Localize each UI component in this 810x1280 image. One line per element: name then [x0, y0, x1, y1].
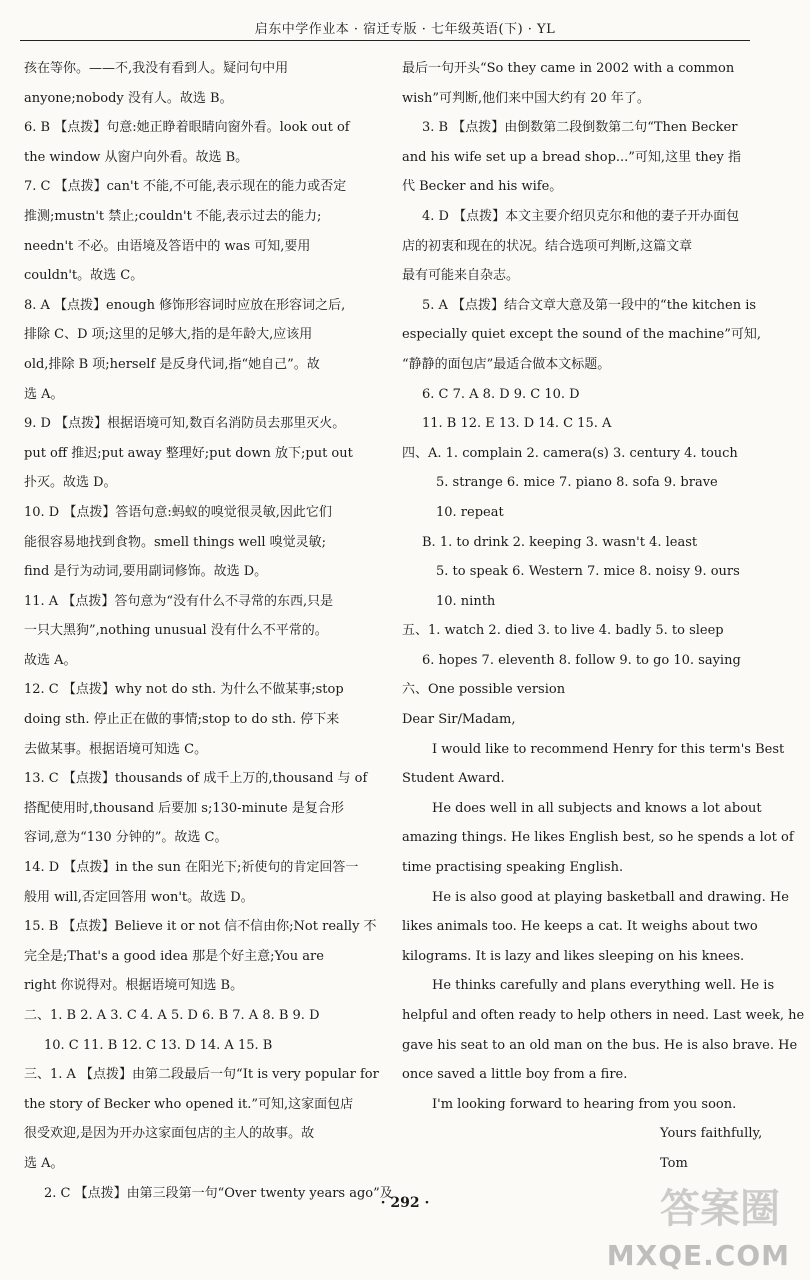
- answer-row: 5. to speak 6. Western 7. mice 8. noisy 9. ours: [436, 564, 740, 580]
- answer-row: 11. B 12. E 13. D 14. C 15. A: [422, 416, 612, 432]
- letter-line: helpful and often ready to help others in need. Last week, he: [402, 1008, 805, 1023]
- answer-line: 13. C 【点拨】thousands of 成千上万的,thousand 与 of: [24, 771, 368, 787]
- text-line: put off 推迟;put away 整理好;put down 放下;put out: [24, 445, 353, 461]
- answer-row: 10. repeat: [436, 504, 504, 520]
- text-line: 故选 A。: [24, 652, 77, 668]
- text-line: 般用 will,否定回答用 won't。故选 D。: [24, 889, 254, 905]
- text-line: 排除 C、D 项;这里的足够大,指的是年龄大,应该用: [24, 327, 313, 343]
- letter-line: I'm looking forward to hearing from you soon.: [432, 1096, 737, 1112]
- watermark-url: MXQE.COM: [606, 1239, 790, 1272]
- letter-salutation: Dear Sir/Madam,: [402, 712, 516, 728]
- text-line: 最后一句开头“So they came in 2002 with a common: [402, 61, 735, 76]
- section-answers: 四、A. 1. complain 2. camera(s) 3. century 4. touch: [402, 445, 738, 461]
- answer-row: 10. ninth: [436, 593, 496, 609]
- letter-closing: Yours faithfully,: [660, 1126, 763, 1142]
- letter-line: Student Award.: [402, 771, 505, 787]
- text-line: doing sth. 停止正在做的事情;stop to do sth. 停下来: [24, 712, 340, 728]
- answer-row: 5. strange 6. mice 7. piano 8. sofa 9. brave: [436, 475, 718, 491]
- letter-line: likes animals too. He keeps a cat. It weighs about two: [402, 919, 758, 935]
- text-line: needn't 不必。由语境及答语中的 was 可知,要用: [24, 238, 311, 254]
- text-line: old,排除 B 项;herself 是反身代词,指“她自己”。故: [24, 356, 320, 372]
- answer-row: B. 1. to drink 2. keeping 3. wasn't 4. least: [422, 534, 698, 550]
- letter-line: I would like to recommend Henry for this term's Best: [432, 741, 785, 757]
- text-line: right 你说得对。根据语境可知选 B。: [24, 978, 244, 994]
- answer-line: 14. D 【点拨】in the sun 在阳光下;祈使句的肯定回答一: [24, 860, 359, 876]
- answer-row: 6. C 7. A 8. D 9. C 10. D: [422, 386, 580, 402]
- letter-line: time practising speaking English.: [402, 860, 624, 876]
- header-rule: [20, 40, 750, 41]
- text-line: couldn't。故选 C。: [24, 268, 144, 284]
- text-line: 选 A。: [24, 1155, 64, 1171]
- letter-line: He thinks carefully and plans everything well. He is: [432, 978, 775, 994]
- text-line: 很受欢迎,是因为开办这家面包店的主人的故事。故: [24, 1126, 315, 1142]
- text-line: especially quiet except the sound of the machine”可知,: [402, 327, 761, 343]
- answer-line: 三、1. A 【点拨】由第二段最后一句“It is very popular for: [24, 1067, 379, 1083]
- letter-line: gave his seat to an old man on the bus. He is also brave. He: [402, 1037, 798, 1053]
- watermark-logo: 答案圈: [660, 1186, 780, 1232]
- text-line: 一只大黑狗”,nothing unusual 没有什么不平常的。: [24, 623, 328, 639]
- text-line: 容词,意为“130 分钟的”。故选 C。: [24, 830, 228, 846]
- text-line: the story of Becker who opened it.”可知,这家面包店: [24, 1096, 354, 1112]
- text-line: 代 Becker and his wife。: [402, 179, 563, 195]
- text-line: “静静的面包店”最适合做本文标题。: [402, 356, 611, 372]
- letter-line: once saved a little boy from a fire.: [402, 1067, 628, 1083]
- text-line: 完全是;That's a good idea 那是个好主意;You are: [24, 948, 324, 964]
- text-line: and his wife set up a bread shop...”可知,这里 they 指: [402, 149, 741, 165]
- letter-line: kilograms. It is lazy and likes sleeping on his knees.: [402, 948, 745, 964]
- answer-line: 7. C 【点拨】can't 不能,不可能,表示现在的能力或否定: [24, 179, 347, 195]
- answer-line: 8. A 【点拨】enough 修饰形容词时应放在形容词之后,: [24, 297, 346, 313]
- text-line: 最有可能来自杂志。: [402, 268, 520, 284]
- answer-line: 10. D 【点拨】答语句意:蚂蚁的嗅觉很灵敏,因此它们: [24, 504, 332, 520]
- text-line: find 是行为动词,要用副词修饰。故选 D。: [24, 564, 268, 580]
- letter-signature: Tom: [660, 1155, 688, 1171]
- letter-line: He is also good at playing basketball and drawing. He: [432, 889, 789, 905]
- answer-line: 12. C 【点拨】why not do sth. 为什么不做某事;stop: [24, 682, 344, 698]
- section-answers: 10. C 11. B 12. C 13. D 14. A 15. B: [44, 1037, 273, 1053]
- text-line: 能很容易地找到食物。smell things well 嗅觉灵敏;: [24, 534, 327, 550]
- text-line: 搭配使用时,thousand 后要加 s;130-minute 是复合形: [24, 800, 344, 816]
- left-column: [24, 54, 393, 1208]
- letter-line: He does well in all subjects and knows a lot about: [432, 800, 762, 816]
- answer-line: 11. A 【点拨】答句意为“没有什么不寻常的东西,只是: [24, 593, 334, 609]
- text-line: 店的初衷和现在的状况。结合选项可判断,这篇文章: [402, 238, 693, 254]
- answer-line: 6. B 【点拨】句意:她正睁着眼睛向窗外看。look out of: [24, 120, 350, 136]
- answer-line: 9. D 【点拨】根据语境可知,数百名消防员去那里灭火。: [24, 416, 346, 432]
- text-line: the window 从窗户向外看。故选 B。: [24, 149, 249, 165]
- letter-line: amazing things. He likes English best, so he spends a lot of: [402, 830, 794, 846]
- text-line: wish”可判断,他们来中国大约有 20 年了。: [402, 90, 650, 106]
- section-heading: 六、One possible version: [402, 682, 566, 698]
- section-answers: 五、1. watch 2. died 3. to live 4. badly 5. to sleep: [402, 623, 724, 639]
- right-column: [402, 54, 805, 1179]
- answer-line: 5. A 【点拨】结合文章大意及第一段中的“the kitchen is: [422, 297, 757, 313]
- answer-line: 15. B 【点拨】Believe it or not 信不信由你;Not really 不: [24, 919, 377, 935]
- section-answers: 二、1. B 2. A 3. C 4. A 5. D 6. B 7. A 8. B 9. D: [24, 1008, 320, 1023]
- text-line: anyone;nobody 没有人。故选 B。: [24, 90, 233, 106]
- text-line: 扑灭。故选 D。: [24, 475, 117, 491]
- text-line: 推测;mustn't 禁止;couldn't 不能,表示过去的能力;: [24, 208, 322, 224]
- answer-line: 3. B 【点拨】由倒数第二段倒数第二句“Then Becker: [422, 120, 738, 136]
- answer-line: 2. C 【点拨】由第三段第一句“Over twenty years ago”及: [44, 1185, 393, 1201]
- answer-row: 6. hopes 7. eleventh 8. follow 9. to go 10. saying: [422, 652, 741, 668]
- text-line: 去做某事。根据语境可知选 C。: [24, 741, 208, 757]
- text-line: 孩在等你。——不,我没有看到人。疑问句中用: [24, 61, 289, 76]
- answer-line: 4. D 【点拨】本文主要介绍贝克尔和他的妻子开办面包: [422, 208, 740, 224]
- page-number: · 292 ·: [380, 1195, 430, 1211]
- text-line: 选 A。: [24, 386, 64, 402]
- running-header: 启东中学作业本 · 宿迁专版 · 七年级英语(下) · YL: [254, 22, 556, 37]
